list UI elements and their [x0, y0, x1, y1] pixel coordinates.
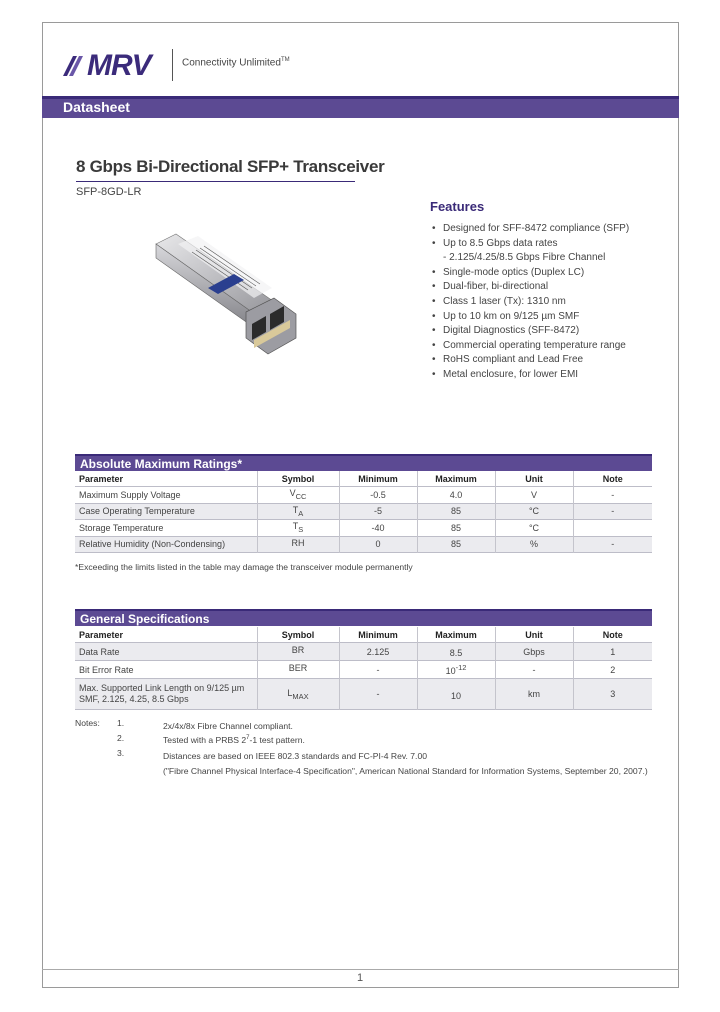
table-row: [75, 520, 652, 537]
features-title: Features: [430, 199, 485, 214]
datasheet-banner: [42, 96, 679, 118]
feature-item: • Designed for SFF-8472 compliance (SFP): [432, 222, 629, 237]
note-cell: [573, 520, 652, 537]
table-row: [75, 503, 652, 520]
max-cell: $10^{-12}$: [417, 661, 495, 679]
min-cell: -5: [339, 503, 417, 520]
abs-max-table: [75, 471, 652, 553]
brand-logo: [63, 49, 290, 82]
note-item: 3. Distances are based on IEEE 802.3 standards and FC-PI-4 Rev. 7.00: [117, 747, 428, 761]
symbol-cell: BER: [257, 661, 339, 679]
note-cell: 1: [573, 643, 652, 661]
general-spec-table: [75, 627, 652, 710]
features-list: [432, 222, 629, 383]
title-divider: [76, 181, 355, 182]
min-cell: -40: [339, 520, 417, 537]
table-row: [75, 487, 652, 504]
feature-item: • Dual-fiber, bi-directional: [432, 280, 629, 295]
max-cell: 85: [417, 503, 495, 520]
param-cell: Data Rate: [75, 643, 257, 661]
col-header: Minimum: [339, 471, 417, 487]
note-cell: 3: [573, 679, 652, 710]
page-title: 8 Gbps Bi-Directional SFP+ Transceiver: [76, 157, 385, 176]
notes-label: Notes:: [75, 718, 100, 728]
max-cell: 10: [417, 679, 495, 710]
symbol-cell: RH: [257, 536, 339, 553]
page-number: 1: [356, 972, 364, 984]
general-spec-header: General Specifications: [75, 609, 652, 626]
banner-title: Datasheet: [63, 99, 130, 115]
note-item: ("Fibre Channel Physical Interface-4 Specification", American National Standard for Information Systems, September 20, 2007.): [163, 766, 648, 777]
symbol-cell: $T_S$: [257, 520, 339, 537]
feature-item: • Single-mode optics (Duplex LC): [432, 266, 629, 281]
note-item: Notes: 1. 2x/4x/8x Fibre Channel compliant.: [75, 718, 293, 731]
table-header-row: [75, 471, 652, 487]
feature-item: - 2.125/4.25/8.5 Gbps Fibre Channel: [443, 252, 606, 264]
col-header: Note: [573, 627, 652, 643]
max-cell: 85: [417, 520, 495, 537]
note-cell: 2: [573, 661, 652, 679]
table-header-row: [75, 627, 652, 643]
footer-divider: [42, 969, 679, 970]
col-header: Parameter: [79, 629, 124, 640]
col-header: Unit: [495, 627, 573, 643]
note-cell: -: [573, 536, 652, 553]
min-cell: 0: [339, 536, 417, 553]
col-header: Symbol: [257, 471, 339, 487]
unit-cell: °C: [495, 520, 573, 537]
unit-cell: km: [495, 679, 573, 710]
logo-separator: [172, 49, 173, 81]
unit-cell: -: [495, 661, 573, 679]
feature-item: • Commercial operating temperature range: [432, 339, 629, 354]
abs-max-header: Absolute Maximum Ratings*: [75, 454, 652, 471]
table-row: [75, 679, 652, 710]
col-header: Note: [573, 471, 652, 487]
unit-cell: %: [495, 536, 573, 553]
symbol-cell: $L_{MAX}$: [257, 679, 339, 710]
min-cell: -: [339, 661, 417, 679]
sfp-module-icon: [148, 232, 298, 382]
table-row: [75, 643, 652, 661]
col-header: Maximum: [417, 471, 495, 487]
symbol-cell: $T_A$: [257, 503, 339, 520]
max-cell: 4.0: [417, 487, 495, 504]
min-cell: -0.5: [339, 487, 417, 504]
min-cell: 2.125: [339, 643, 417, 661]
unit-cell: °C: [495, 503, 573, 520]
table-row: [75, 536, 652, 553]
unit-cell: Gbps: [495, 643, 573, 661]
logo-text: MRV: [87, 49, 151, 82]
tagline: Connectivity Unlimited™: [182, 57, 290, 69]
symbol-cell: BR: [257, 643, 339, 661]
col-header: Symbol: [257, 627, 339, 643]
feature-item: • RoHS compliant and Lead Free: [432, 353, 629, 368]
symbol-cell: $V_{CC}$: [257, 487, 339, 504]
mrv-logo-icon: [63, 54, 87, 78]
abs-max-footnote: *Exceeding the limits listed in the table may damage the transceiver module permanently: [75, 562, 413, 572]
max-cell: 8.5: [417, 643, 495, 661]
table-row: [75, 661, 652, 679]
param-cell: Max. Supported Link Length on 9/125 µm SMF, 2.125, 4.25, 8.5 Gbps: [75, 679, 257, 710]
note-cell: -: [573, 503, 652, 520]
notes-section: [75, 717, 648, 778]
param-cell: Maximum Supply Voltage: [79, 489, 181, 500]
col-header: Minimum: [339, 627, 417, 643]
param-cell: Relative Humidity (Non-Condensing): [75, 536, 257, 553]
col-header: Maximum: [417, 627, 495, 643]
min-cell: -: [339, 679, 417, 710]
param-cell: Storage Temperature: [79, 522, 164, 533]
feature-item: • Class 1 laser (Tx): 1310 nm: [432, 295, 629, 310]
feature-item: • Digital Diagnostics (SFF-8472): [432, 324, 629, 339]
param-cell: Bit Error Rate: [79, 664, 134, 675]
note-cell: -: [573, 487, 652, 504]
model-number: SFP-8GD-LR: [76, 186, 142, 198]
param-cell: Case Operating Temperature: [75, 503, 257, 520]
product-image: [148, 232, 298, 387]
feature-item: • Up to 8.5 Gbps data rates: [432, 237, 629, 252]
max-cell: 85: [417, 536, 495, 553]
feature-item: • Metal enclosure, for lower EMI: [432, 368, 629, 383]
col-header: Unit: [495, 471, 573, 487]
feature-item: • Up to 10 km on 9/125 µm SMF: [432, 310, 629, 325]
col-header: Parameter: [79, 473, 124, 484]
note-item: 2. Tested with a PRBS $2^7-1$ test pattern.: [117, 733, 305, 746]
unit-cell: V: [495, 487, 573, 504]
